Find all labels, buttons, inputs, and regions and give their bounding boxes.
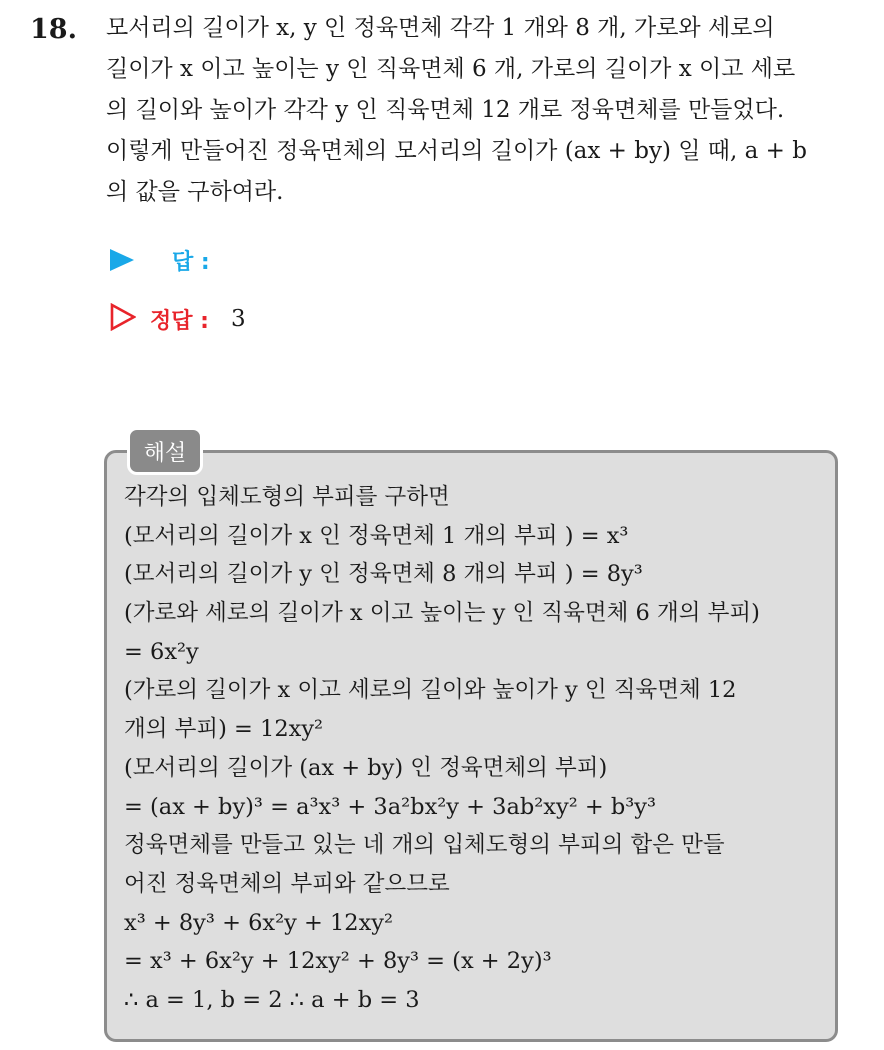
explanation-line: = x³ + 6x²y + 12xy² + 8y³ = (x + 2y)³ (124, 948, 552, 975)
explanation-line: 정육면체를 만들고 있는 네 개의 입체도형의 부피의 합은 만들 (124, 832, 725, 859)
explanation-body (124, 478, 834, 1020)
explanation-line: 각각의 입체도형의 부피를 구하면 (124, 484, 450, 510)
correct-answer-row (110, 301, 246, 337)
explanation-line: (가로와 세로의 길이가 x 이고 높이는 y 인 직육면체 6 개의 부피) (124, 600, 760, 627)
explanation-line: 어진 정육면체의 부피와 같으므로 (124, 870, 450, 897)
problem-line: 길이가 x 이고 높이는 y 인 직육면체 6 개, 가로의 길이가 x 이고 세로 (106, 56, 796, 82)
answer-label: 답 : (172, 249, 210, 275)
answer-row (110, 243, 210, 277)
outline-triangle-icon (110, 303, 136, 335)
explanation-line: ∴ a = 1, b = 2 ∴ a + b = 3 (124, 986, 420, 1013)
explanation-line: 개의 부피) = 12xy² (124, 716, 324, 743)
explanation-line: (모서리의 길이가 (ax + by) 인 정육면체의 부피) (124, 754, 608, 781)
problem-number: 18. (30, 14, 77, 45)
correct-answer-value: 3 (230, 306, 246, 332)
problem-line: 모서리의 길이가 x, y 인 정육면체 각각 1 개와 8 개, 가로와 세로의 (106, 15, 775, 41)
explanation-line: (모서리의 길이가 x 인 정육면체 1 개의 부피 ) = x³ (124, 522, 629, 549)
explanation-line: (가로의 길이가 x 이고 세로의 길이와 높이가 y 인 직육면체 12 (124, 677, 737, 704)
explanation-line: = (ax + by)³ = a³x³ + 3a²bx²y + 3ab²xy² + b³y³ (124, 793, 657, 820)
explanation-line: (모서리의 길이가 y 인 정육면체 8 개의 부피 ) = 8y³ (124, 561, 643, 588)
explanation-line: x³ + 8y³ + 6x²y + 12xy² (124, 909, 394, 936)
problem-line: 의 길이와 높이가 각각 y 인 직육면체 12 개로 정육면체를 만들었다. (106, 97, 785, 123)
play-triangle-icon (110, 249, 134, 271)
problem-line: 의 값을 구하여라. (106, 179, 284, 205)
problem-text (106, 8, 870, 213)
problem-block (30, 8, 870, 213)
problem-line: 이렇게 만들어진 정육면체의 모서리의 길이가 (ax + by) 일 때, a + b (106, 138, 807, 164)
correct-answer-label: 정답 : (150, 308, 209, 334)
explanation-line: = 6x²y (124, 638, 199, 665)
explanation-tag: 해설 (127, 427, 203, 475)
